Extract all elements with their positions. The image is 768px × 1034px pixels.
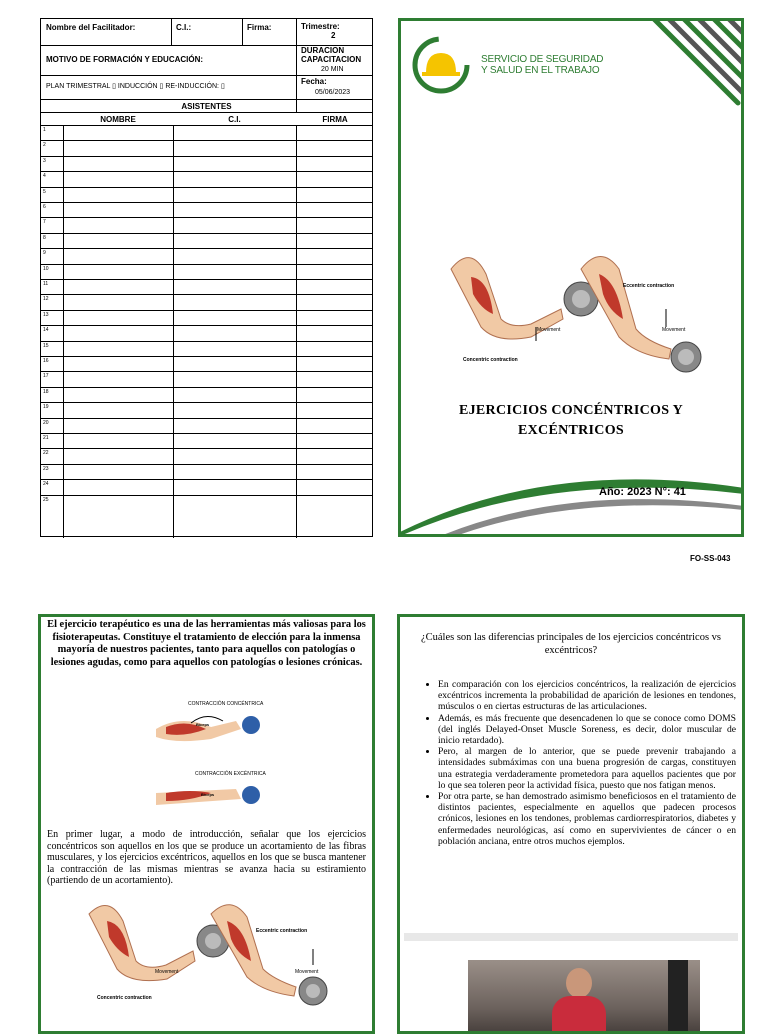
athlete-head xyxy=(566,968,592,998)
trimestre-value: 2 xyxy=(331,31,336,40)
punching-bag xyxy=(668,960,688,1034)
table-row-divider xyxy=(41,387,372,388)
list-item: • En comparación con los ejercicios concéntricos, la realización de ejercicios excéntricos incrementa la probabilidad de aparición de lesiones en tendones, músculos o en ciertas estructuras de las articulaciones. xyxy=(438,679,736,713)
table-row-divider xyxy=(41,279,372,280)
row-number: 9 xyxy=(43,250,46,256)
figure-label-eccentric: Eccentric contraction xyxy=(256,928,308,934)
row-number: 10 xyxy=(43,266,49,272)
cover-title-line-2: EXCÉNTRICOS xyxy=(518,423,624,438)
intro-paragraph: En primer lugar, a modo de introducción, señalar que los ejercicios concéntricos son aquellos en los que se produce un acortamiento de las fibras musculares, y los ejercicios excéntricos, aquellos en los que se busca mantener la contracción de las mismas mientras se avanza hacia su estiramiento (partiendo de un acortamiento). xyxy=(47,829,366,887)
list-item: • Por otra parte, se han demostrado asimismo beneficiosos en el tratamiento de distintos pacientes, especialmente en aquellos que padecen procesos crónicos, lesiones en los tendones, problemas cardiorrespiratorios, diabetes y enfermedades neurológicas, así como en supervivientes de cáncer o en población anciana, entre otros muchos ejemplos. xyxy=(438,791,736,847)
trimestre-label: Trimestre: xyxy=(301,22,340,31)
question-heading: ¿Cuáles son las diferencias principales de los ejercicios concéntricos vs excéntricos? xyxy=(420,632,722,656)
figure-label-muscle: Bíceps xyxy=(201,792,215,797)
cover-panel xyxy=(398,18,744,537)
row-number: 8 xyxy=(43,235,46,241)
athlete-shirt xyxy=(552,996,606,1034)
table-row-divider xyxy=(41,356,372,357)
concentric-arm xyxy=(451,258,598,341)
row-number: 13 xyxy=(43,312,49,318)
plan-options: PLAN TRIMESTRAL ▯ INDUCCIÓN ▯ RE-INDUCCIÓN: ▯ xyxy=(46,83,225,90)
table-row-divider xyxy=(41,402,372,403)
col-header-firma: FIRMA xyxy=(322,115,348,124)
table-row-divider xyxy=(41,325,372,326)
column-divider xyxy=(63,125,64,538)
divider xyxy=(41,112,372,113)
table-row-divider xyxy=(41,310,372,311)
table-row-divider xyxy=(41,264,372,265)
row-number: 25 xyxy=(43,497,49,503)
fecha-label: Fecha: xyxy=(301,77,327,86)
differences-list xyxy=(404,679,736,847)
stripe xyxy=(728,18,744,34)
org-name xyxy=(481,54,603,76)
list-item: • Pero, al margen de lo anterior, que se puede prevenir trabajando a intensidades submáximas con una buena progresión de cargas, constituyen una estrategia verdaderamente prometedora para aquellos pacientes que por lo que sea toleren peor la actividad física, puesto que nos fatigan menos. xyxy=(438,746,736,791)
row-number: 3 xyxy=(43,158,46,164)
year-number: Año: 2023 N°: 41 xyxy=(599,486,686,498)
row-number: 2 xyxy=(43,142,46,148)
stripe xyxy=(713,18,744,49)
list-item: • Además, es más frecuente que desencadenen lo que se conoce como DOMS (del inglés Delayed-Onset Muscle Soreness, es decir, dolor muscular de inicio retardado). xyxy=(438,713,736,747)
table-row-divider xyxy=(41,418,372,419)
intro-panel xyxy=(38,614,375,1034)
divider xyxy=(296,19,297,112)
table-row-divider xyxy=(41,248,372,249)
divider xyxy=(41,125,372,126)
figure-label-concentric-es: CONTRACCIÓN CONCÉNTRICA xyxy=(188,701,264,707)
row-number: 14 xyxy=(43,327,49,333)
duracion-label: DURACION CAPACITACION xyxy=(301,46,362,64)
intro-text: El ejercicio terapéutico es una de las herramientas más valiosas para los fisioterapeutas. Constituye el tratamiento de elección para la inmensa mayoría de nuestros pacientes, tanto para aquellos con patologías o lesiones agudas, como para aquellos con patologías o lesiones crónicas. xyxy=(47,619,366,668)
row-number: 11 xyxy=(43,281,49,287)
column-divider xyxy=(173,125,174,538)
column-divider xyxy=(296,125,297,538)
row-number: 15 xyxy=(43,343,49,349)
figure-label-movement: Movement xyxy=(662,327,686,333)
figure-label-movement: Movement xyxy=(155,969,179,975)
org-line-1: SERVICIO DE SEGURIDAD xyxy=(481,54,604,65)
eccentric-arm xyxy=(211,905,327,1005)
row-number: 23 xyxy=(43,466,49,472)
fecha-value: 05/06/2023 xyxy=(315,89,351,96)
motivo-label: MOTIVO DE FORMACIÓN Y EDUCACIÓN: xyxy=(46,55,204,64)
table-row-divider xyxy=(41,202,372,203)
figure-label-eccentric-es: CONTRACCIÓN EXCÉNTRICA xyxy=(195,771,266,777)
contraction-illustration xyxy=(81,899,341,1009)
firma-label: Firma: xyxy=(247,23,272,32)
table-row-divider xyxy=(41,187,372,188)
eccentric-arm xyxy=(581,257,701,373)
table-row-divider xyxy=(41,233,372,234)
asistentes-label: ASISTENTES xyxy=(181,102,232,111)
row-number: 19 xyxy=(43,404,49,410)
row-number: 1 xyxy=(43,127,46,133)
duracion-value: 20 MIN xyxy=(321,66,344,73)
row-number: 24 xyxy=(43,481,49,487)
differences-panel xyxy=(397,614,745,1034)
cover-title-line-1: EJERCICIOS CONCÉNTRICOS Y xyxy=(458,403,684,418)
table-row-divider xyxy=(41,171,372,172)
row-number: 17 xyxy=(43,373,49,379)
row-number: 7 xyxy=(43,219,46,225)
table-row-divider xyxy=(41,495,372,496)
figure-label-eccentric: Eccentric contraction xyxy=(623,283,675,289)
table-row-divider xyxy=(41,371,372,372)
row-number: 20 xyxy=(43,420,49,426)
row-number: 12 xyxy=(43,296,49,302)
col-header-nombre: NOMBRE xyxy=(100,115,136,124)
table-row-divider xyxy=(41,140,372,141)
divider xyxy=(404,933,738,941)
ci-label: C.I.: xyxy=(176,23,192,32)
row-number: 16 xyxy=(43,358,49,364)
figure-label-muscle: Bíceps xyxy=(196,722,210,727)
table-row-divider xyxy=(41,464,372,465)
row-number: 6 xyxy=(43,204,46,210)
table-row-divider xyxy=(41,217,372,218)
divider xyxy=(171,19,172,45)
row-number: 4 xyxy=(43,173,46,179)
row-number: 22 xyxy=(43,450,49,456)
table-row-divider xyxy=(41,341,372,342)
table-row-divider xyxy=(41,294,372,295)
row-number: 5 xyxy=(43,189,46,195)
divider xyxy=(242,19,243,45)
table-row-divider xyxy=(41,156,372,157)
figure-label-concentric: Concentric contraction xyxy=(97,995,152,1001)
logo xyxy=(411,35,471,95)
figure-label-concentric: Concentric contraction xyxy=(463,357,518,363)
figure-label-movement: Movement xyxy=(295,969,319,975)
row-number: 21 xyxy=(43,435,49,441)
org-line-2: Y SALUD EN EL TRABAJO xyxy=(481,65,600,76)
attendance-form xyxy=(40,18,373,537)
row-number: 18 xyxy=(43,389,49,395)
table-row-divider xyxy=(41,448,372,449)
facilitator-label: Nombre del Facilitador: xyxy=(46,23,136,32)
divider xyxy=(41,75,372,76)
form-code: FO-SS-043 xyxy=(690,554,731,563)
col-header-ci: C.I. xyxy=(228,115,241,124)
divider xyxy=(41,99,372,100)
helmet-icon xyxy=(411,35,471,95)
figure-label-movement: Movement xyxy=(537,327,561,333)
concentric-figure xyxy=(151,709,271,751)
table-row-divider xyxy=(41,479,372,480)
athlete-photo xyxy=(468,960,700,1034)
table-row-divider xyxy=(41,433,372,434)
